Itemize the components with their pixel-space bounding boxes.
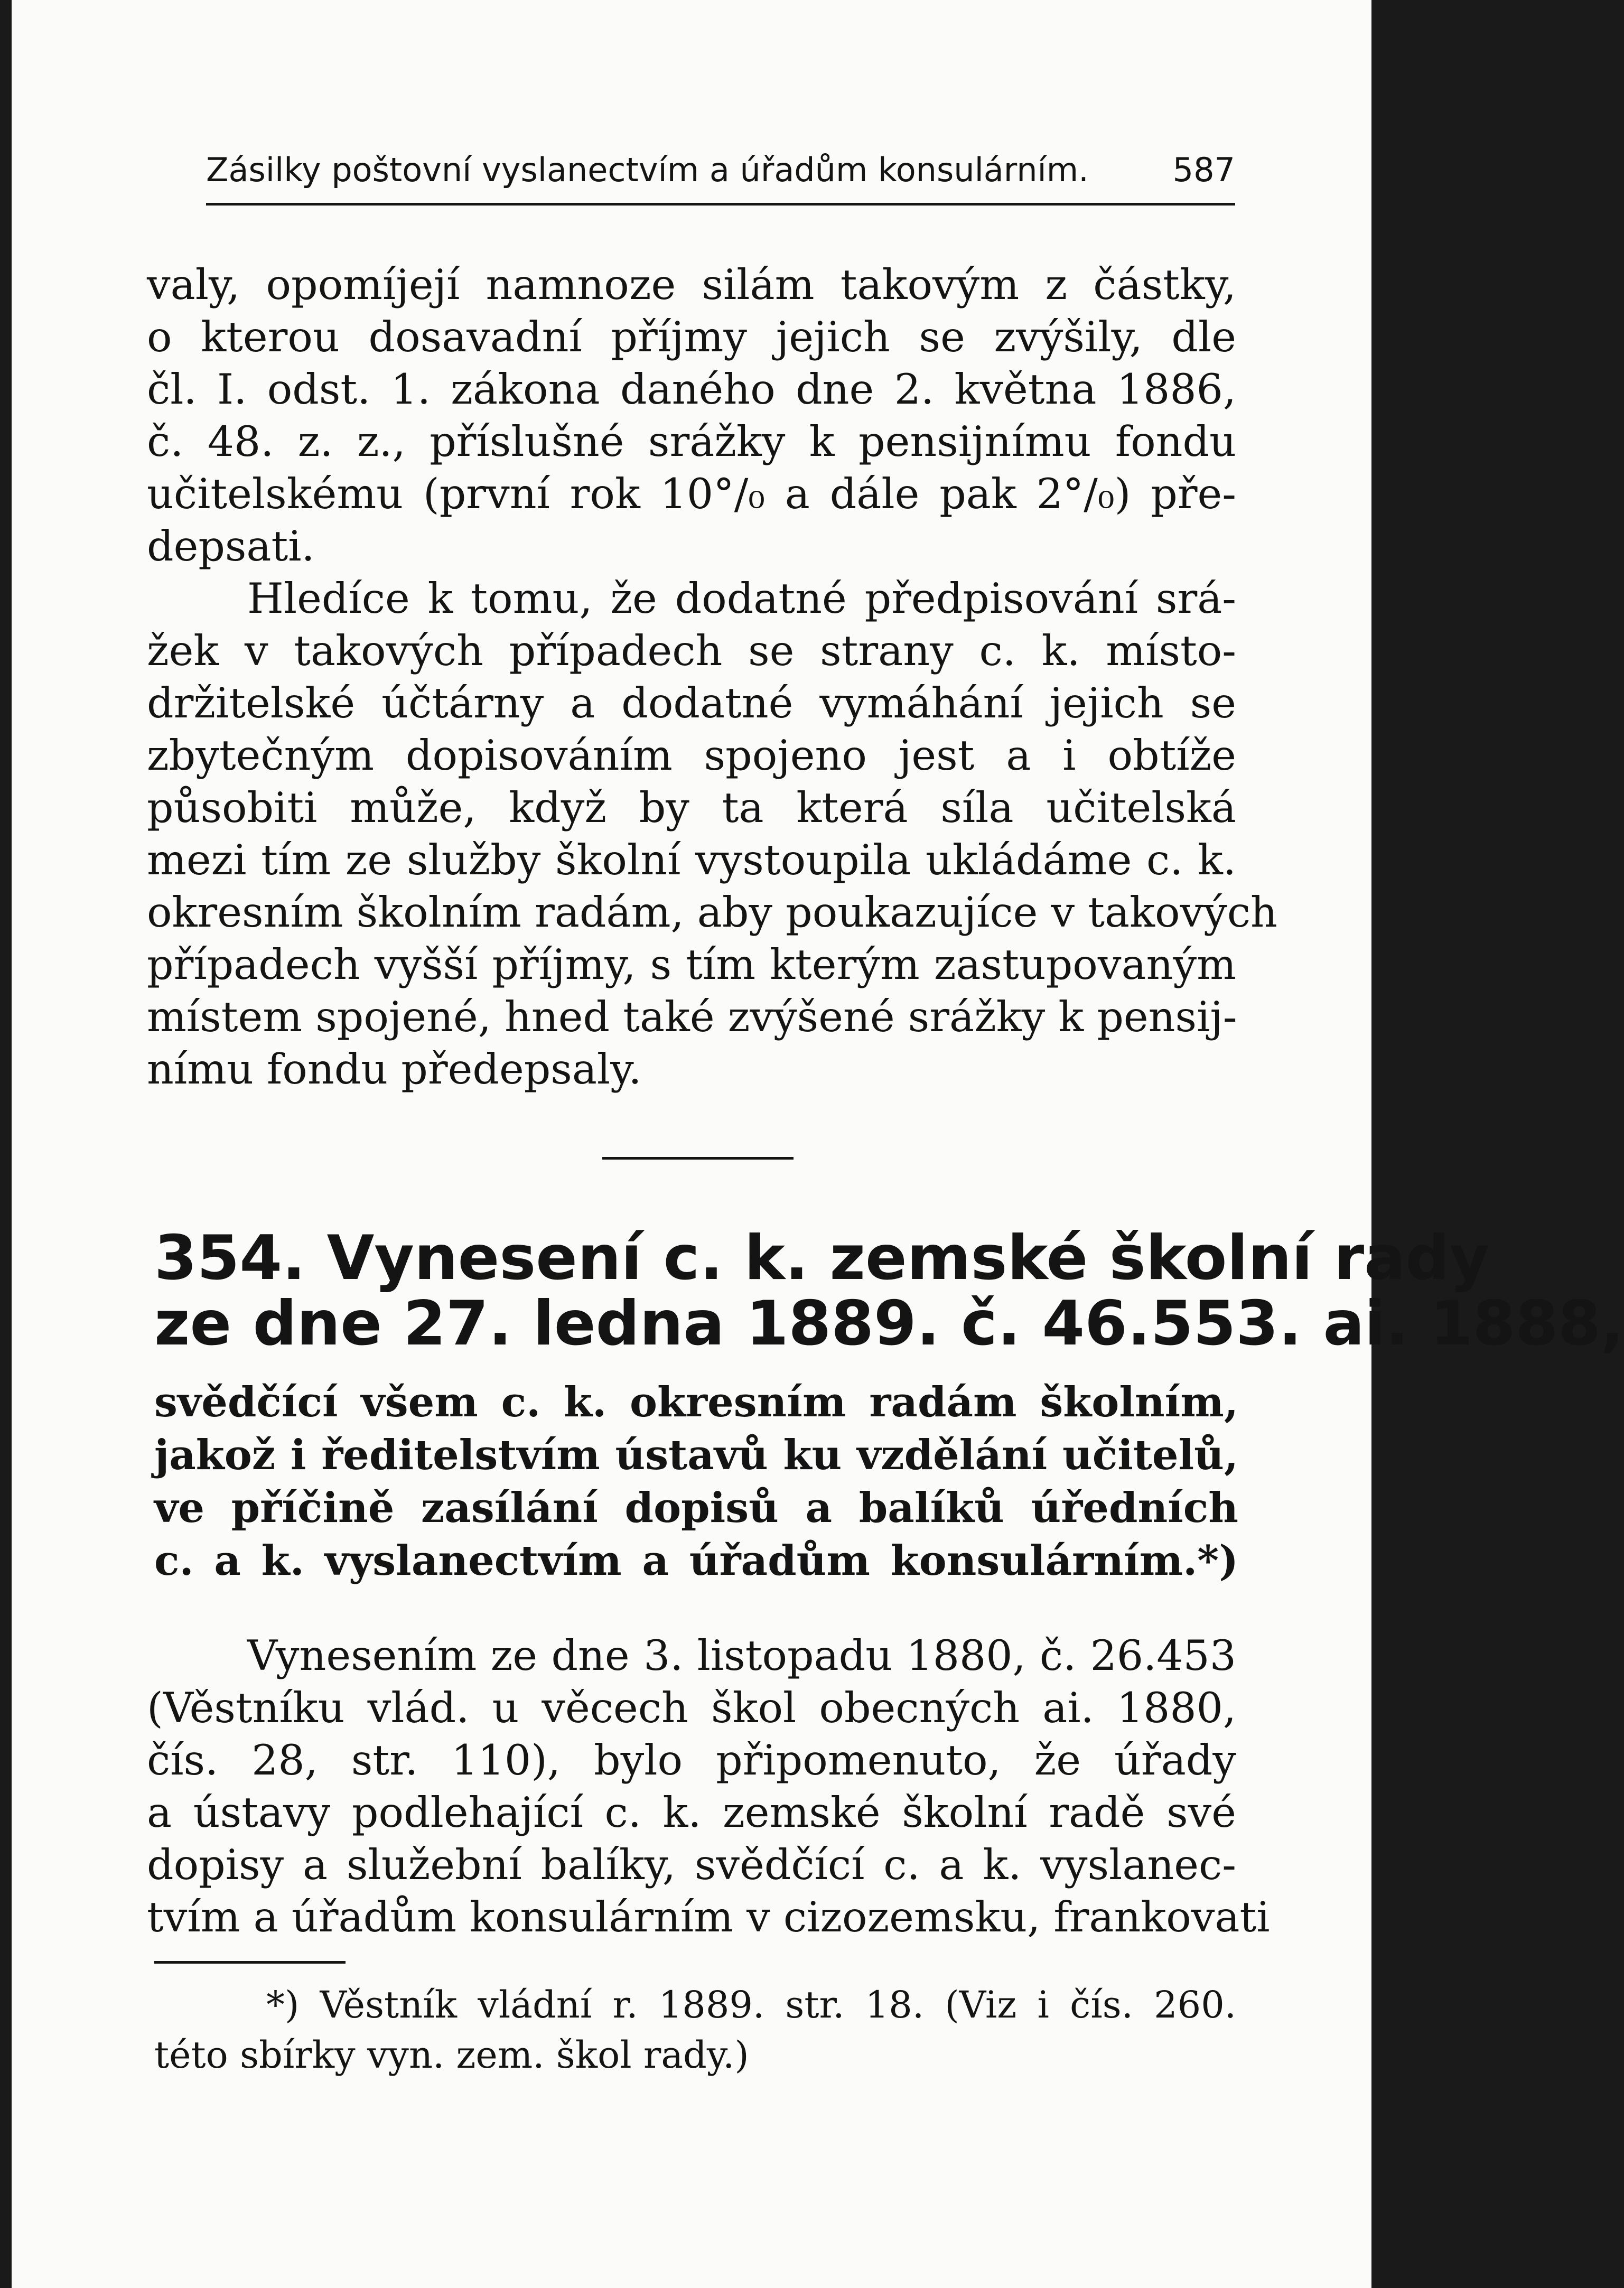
subheading-line: c. a k. vyslanectvím a úřadům konsulárním.*): [154, 1537, 1238, 1585]
running-title: Zásilky poštovní vyslanectvím a úřadům konsulárním.: [206, 151, 1089, 189]
text-line: držitelské účtárny a dodatné vymáhání jejich se: [147, 679, 1236, 727]
text-line: Hledíce k tomu, že dodatné předpisování srá-: [247, 574, 1236, 623]
text-line: mezi tím ze služby školní vystoupila ukládáme c. k.: [147, 836, 1236, 884]
heading-line: 354. Vynesení c. k. zemské školní rady: [154, 1222, 1490, 1294]
text-line: č. 48. z. z., příslušné srážky k pensijnímu fondu: [147, 417, 1236, 466]
text-line: žek v takových případech se strany c. k. místo-: [147, 627, 1236, 675]
section-separator: [602, 1157, 794, 1160]
text-line: dopisy a služební balíky, svědčící c. a k. vyslanec-: [147, 1841, 1236, 1889]
text-line: působiti může, když by ta která síla učitelská: [147, 783, 1236, 832]
subheading-line: jakož i ředitelstvím ústavů ku vzdělání učitelů,: [154, 1431, 1238, 1479]
page-number: 587: [1172, 151, 1235, 189]
subheading-line: ve příčině zasílání dopisů a balíků úředních: [154, 1484, 1238, 1532]
text-line: o kterou dosavadní příjmy jejich se zvýšily, dle: [147, 313, 1236, 361]
body-text: [147, 259, 1277, 1096]
footnote-line: *) Věstník vládní r. 1889. str. 18. (Viz i čís. 260.: [266, 1983, 1236, 2026]
running-header: [206, 149, 1235, 191]
text-line: učitelskému (první rok 10°/₀ a dále pak 2°/₀) pře-: [147, 470, 1236, 518]
heading-line: ze dne 27. ledna 1889. č. 46.553. ai. 1888,: [154, 1288, 1624, 1359]
text-line: místem spojené, hned také zvýšené srážky k pensij-: [147, 993, 1237, 1041]
text-line: depsati.: [147, 522, 315, 571]
subheading-line: svědčící všem c. k. okresním radám školním,: [154, 1378, 1238, 1426]
text-line: tvím a úřadům konsulárním v cizozemsku, frankovati: [147, 1893, 1270, 1941]
text-line: čís. 28, str. 110), bylo připomenuto, že úřady: [147, 1736, 1236, 1785]
section-heading: [154, 1222, 1624, 1359]
text-line: případech vyšší příjmy, s tím kterým zastupovaným: [147, 940, 1236, 989]
footnote: [154, 1980, 1236, 2080]
text-line: nímu fondu předepsaly.: [147, 1045, 642, 1094]
header-rule: [206, 203, 1235, 206]
text-line: a ústavy podlehající c. k. zemské školní radě své: [147, 1788, 1236, 1837]
footnote-rule: [154, 1961, 346, 1964]
text-line: (Věstníku vlád. u věcech škol obecných ai. 1880,: [147, 1684, 1236, 1732]
document-page: [12, 0, 1624, 2288]
text-line: Vynesením ze dne 3. listopadu 1880, č. 26.453: [247, 1631, 1236, 1680]
text-line: okresním školním radám, aby poukazujíce v takových: [147, 888, 1277, 937]
section-subheading: [154, 1376, 1238, 1587]
text-line: valy, opomíjejí namnoze silám takovým z částky,: [147, 260, 1236, 309]
footnote-line: této sbírky vyn. zem. škol rady.): [154, 2033, 749, 2077]
text-line: zbytečným dopisováním spojeno jest a i obtíže: [147, 731, 1236, 780]
section-body: [147, 1630, 1270, 1944]
text-line: čl. I. odst. 1. zákona daného dne 2. května 1886,: [147, 365, 1236, 414]
